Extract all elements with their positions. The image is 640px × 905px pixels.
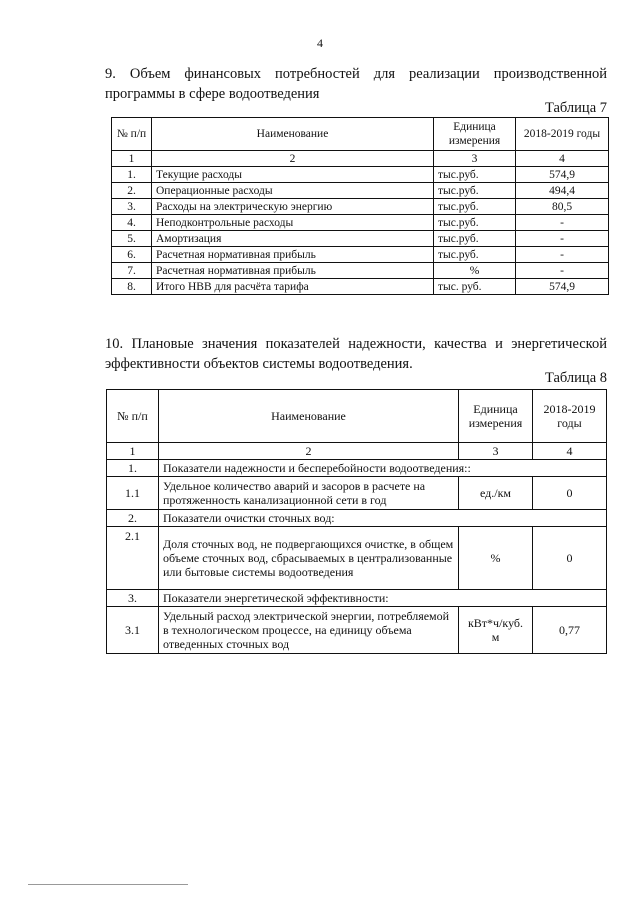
row-num: 3. — [112, 199, 152, 215]
table-row — [107, 527, 607, 590]
row-num: 2. — [112, 183, 152, 199]
row-name: Удельное количество аварий и засоров в расчете на протяженность канализационной сети в год — [159, 477, 459, 510]
table-8-header-row — [107, 390, 607, 443]
table-8-header-period: 2018-2019 годы — [533, 390, 607, 443]
table-row — [112, 231, 609, 247]
table-row — [112, 247, 609, 263]
group-title: Показатели очистки сточных вод: — [159, 510, 607, 527]
row-unit: тыс.руб. — [434, 231, 516, 247]
row-unit: % — [459, 527, 533, 590]
row-value: - — [516, 263, 609, 279]
row-value: - — [516, 231, 609, 247]
table-row — [112, 183, 609, 199]
table-8-index-cell: 4 — [533, 443, 607, 460]
table-row — [112, 199, 609, 215]
row-unit: тыс.руб. — [434, 199, 516, 215]
row-value: 574,9 — [516, 167, 609, 183]
row-name: Расчетная нормативная прибыль — [152, 263, 434, 279]
table-7-index-row — [112, 151, 609, 167]
row-num: 7. — [112, 263, 152, 279]
group-num: 1. — [107, 460, 159, 477]
row-name: Неподконтрольные расходы — [152, 215, 434, 231]
table-8-group-row — [107, 460, 607, 477]
table-row — [107, 477, 607, 510]
table-7-index-cell: 2 — [152, 151, 434, 167]
table-8-group-row — [107, 510, 607, 527]
table-7-header-row — [112, 118, 609, 151]
section-9-heading-line-2: программы в сфере водоотведения — [105, 86, 320, 102]
row-value: - — [516, 247, 609, 263]
table-8-index-cell: 3 — [459, 443, 533, 460]
table-row — [112, 279, 609, 295]
row-num: 8. — [112, 279, 152, 295]
table-7-header-period: 2018-2019 годы — [516, 118, 609, 151]
row-unit: тыс.руб. — [434, 167, 516, 183]
row-num: 6. — [112, 247, 152, 263]
row-value: 494,4 — [516, 183, 609, 199]
table-8-index-cell: 1 — [107, 443, 159, 460]
table-8-index-row — [107, 443, 607, 460]
table-7-index-cell: 3 — [434, 151, 516, 167]
row-name: Расходы на электрическую энергию — [152, 199, 434, 215]
section-10-heading-line-1: 10. Плановые значения показателей надежности, качества и энергетической — [105, 336, 607, 352]
group-num: 3. — [107, 590, 159, 607]
row-unit: тыс. руб. — [434, 279, 516, 295]
page-number: 4 — [317, 36, 323, 50]
table-row — [107, 607, 607, 654]
table-8-header-num: № п/п — [107, 390, 159, 443]
group-title: Показатели надежности и бесперебойности водоотведения:: — [159, 460, 607, 477]
row-unit: % — [434, 263, 516, 279]
row-value: - — [516, 215, 609, 231]
table-7-index-cell: 1 — [112, 151, 152, 167]
footer-divider — [28, 884, 188, 885]
table-8-index-cell: 2 — [159, 443, 459, 460]
row-unit: ед./км — [459, 477, 533, 510]
group-title: Показатели энергетической эффективности: — [159, 590, 607, 607]
table-8-header-name: Наименование — [159, 390, 459, 443]
row-name: Операционные расходы — [152, 183, 434, 199]
row-name: Амортизация — [152, 231, 434, 247]
section-10-heading-line-2: эффективности объектов системы водоотведения. — [105, 356, 413, 372]
row-num: 5. — [112, 231, 152, 247]
section-9-heading-line-1: 9. Объем финансовых потребностей для реализации производственной — [105, 66, 607, 82]
table-7-index-cell: 4 — [516, 151, 609, 167]
row-num: 4. — [112, 215, 152, 231]
table-8-header-unit: Единица измерения — [459, 390, 533, 443]
row-num: 2.1 — [107, 527, 159, 590]
row-name: Текущие расходы — [152, 167, 434, 183]
row-value: 80,5 — [516, 199, 609, 215]
row-num: 1.1 — [107, 477, 159, 510]
table-row — [112, 167, 609, 183]
table-7-header-num: № п/п — [112, 118, 152, 151]
row-unit: кВт*ч/куб. м — [459, 607, 533, 654]
table-7-header-name: Наименование — [152, 118, 434, 151]
row-unit: тыс.руб. — [434, 183, 516, 199]
table-row — [112, 263, 609, 279]
row-unit: тыс.руб. — [434, 247, 516, 263]
row-num: 1. — [112, 167, 152, 183]
table-8-label: Таблица 8 — [544, 370, 607, 386]
row-name: Удельный расход электрической энергии, потребляемой в технологическом процессе, на единицу объема отведенных сточных вод — [159, 607, 459, 654]
table-7 — [111, 117, 609, 295]
row-unit: тыс.руб. — [434, 215, 516, 231]
row-name: Расчетная нормативная прибыль — [152, 247, 434, 263]
table-7-header-unit: Единица измерения — [434, 118, 516, 151]
row-value: 0,77 — [533, 607, 607, 654]
table-row — [112, 215, 609, 231]
section-9-heading — [105, 64, 607, 104]
row-name: Итого НВВ для расчёта тарифа — [152, 279, 434, 295]
row-name: Доля сточных вод, не подвергающихся очистке, в общем объеме сточных вод, сбрасываемых в централизованные или бытовые системы водоотведения — [159, 527, 459, 590]
row-num: 3.1 — [107, 607, 159, 654]
table-7-label: Таблица 7 — [544, 100, 607, 116]
row-value: 0 — [533, 477, 607, 510]
row-value: 574,9 — [516, 279, 609, 295]
section-10-heading — [105, 334, 607, 374]
row-value: 0 — [533, 527, 607, 590]
table-8-group-row — [107, 590, 607, 607]
group-num: 2. — [107, 510, 159, 527]
table-8 — [106, 389, 607, 654]
